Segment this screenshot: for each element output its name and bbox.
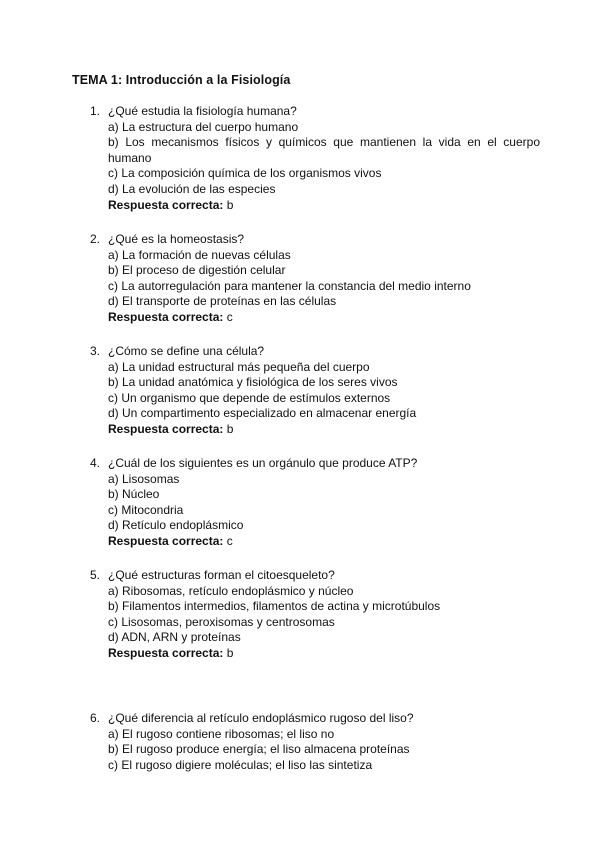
option-a: a) La formación de nuevas células (108, 247, 291, 262)
question-text: ¿Qué diferencia al retículo endoplásmico rugoso del liso? (108, 711, 414, 725)
question-4 (90, 456, 540, 550)
question-number: 5. (90, 568, 101, 582)
answer-label: Respuesta correcta: (108, 309, 224, 324)
question-1 (90, 104, 540, 213)
correct-answer (108, 646, 540, 662)
question-number: 1. (90, 104, 101, 118)
option-c: c) El rugoso digiere moléculas; el liso las sintetiza (108, 757, 373, 772)
question-number: 6. (90, 711, 101, 725)
option-d: d) Retículo endoplásmico (108, 518, 244, 533)
page-title: TEMA 1: Introducción a la Fisiología (72, 73, 291, 87)
question-2 (90, 232, 540, 326)
option-b: b) El proceso de digestión celular (108, 263, 286, 278)
option-c: c) Lisosomas, peroxisomas y centrosomas (108, 614, 335, 629)
option-b: b) La unidad anatómica y fisiológica de los seres vivos (108, 375, 398, 390)
correct-answer (108, 534, 540, 550)
answer-value: c (226, 533, 233, 548)
question-text: ¿Qué estructuras forman el citoesqueleto? (108, 568, 335, 582)
question-number: 4. (90, 456, 101, 470)
question-number: 2. (90, 232, 101, 246)
question-3 (90, 344, 540, 438)
answer-value: b (226, 197, 234, 212)
question-text: ¿Cuál de los siguientes es un orgánulo que produce ATP? (108, 456, 418, 470)
question-text: ¿Cómo se define una célula? (108, 344, 265, 358)
option-a: a) Lisosomas (108, 471, 180, 486)
question-5 (90, 568, 540, 662)
answer-label: Respuesta correcta: (108, 197, 224, 212)
option-d: d) La evolución de las especies (108, 181, 276, 196)
question-number: 3. (90, 344, 101, 358)
answer-label: Respuesta correcta: (108, 421, 224, 436)
option-a: a) Ribosomas, retículo endoplásmico y núcleo (108, 583, 354, 598)
correct-answer (108, 422, 540, 438)
option-a: a) La unidad estructural más pequeña del cuerpo (108, 359, 370, 374)
option-c: c) Mitocondria (108, 502, 184, 517)
correct-answer (108, 198, 540, 214)
option-b: b) Núcleo (108, 487, 160, 502)
answer-label: Respuesta correcta: (108, 533, 224, 548)
answer-value: b (226, 645, 234, 660)
question-6 (90, 711, 540, 773)
option-b: b) El rugoso produce energía; el liso almacena proteínas (108, 742, 410, 757)
option-c: c) La composición química de los organismos vivos (108, 166, 382, 181)
question-text: ¿Qué estudia la fisiología humana? (108, 104, 297, 118)
correct-answer (108, 310, 540, 326)
option-d: d) Un compartimento especializado en almacenar energía (108, 406, 417, 421)
option-c: c) Un organismo que depende de estímulos externos (108, 390, 391, 405)
option-a: a) El rugoso contiene ribosomas; el liso no (108, 726, 335, 741)
answer-label: Respuesta correcta: (108, 645, 224, 660)
answer-value: b (226, 421, 234, 436)
answer-value: c (226, 309, 233, 324)
option-d: d) El transporte de proteínas en las células (108, 294, 337, 309)
option-a: a) La estructura del cuerpo humano (108, 119, 299, 134)
question-text: ¿Qué es la homeostasis? (108, 232, 245, 246)
option-d: d) ADN, ARN y proteínas (108, 630, 241, 645)
option-b: b) Los mecanismos físicos y químicos que mantienen la vida en el cuerpo humano (108, 135, 540, 165)
option-b: b) Filamentos intermedios, filamentos de actina y microtúbulos (108, 599, 441, 614)
option-c: c) La autorregulación para mantener la constancia del medio interno (108, 278, 471, 293)
